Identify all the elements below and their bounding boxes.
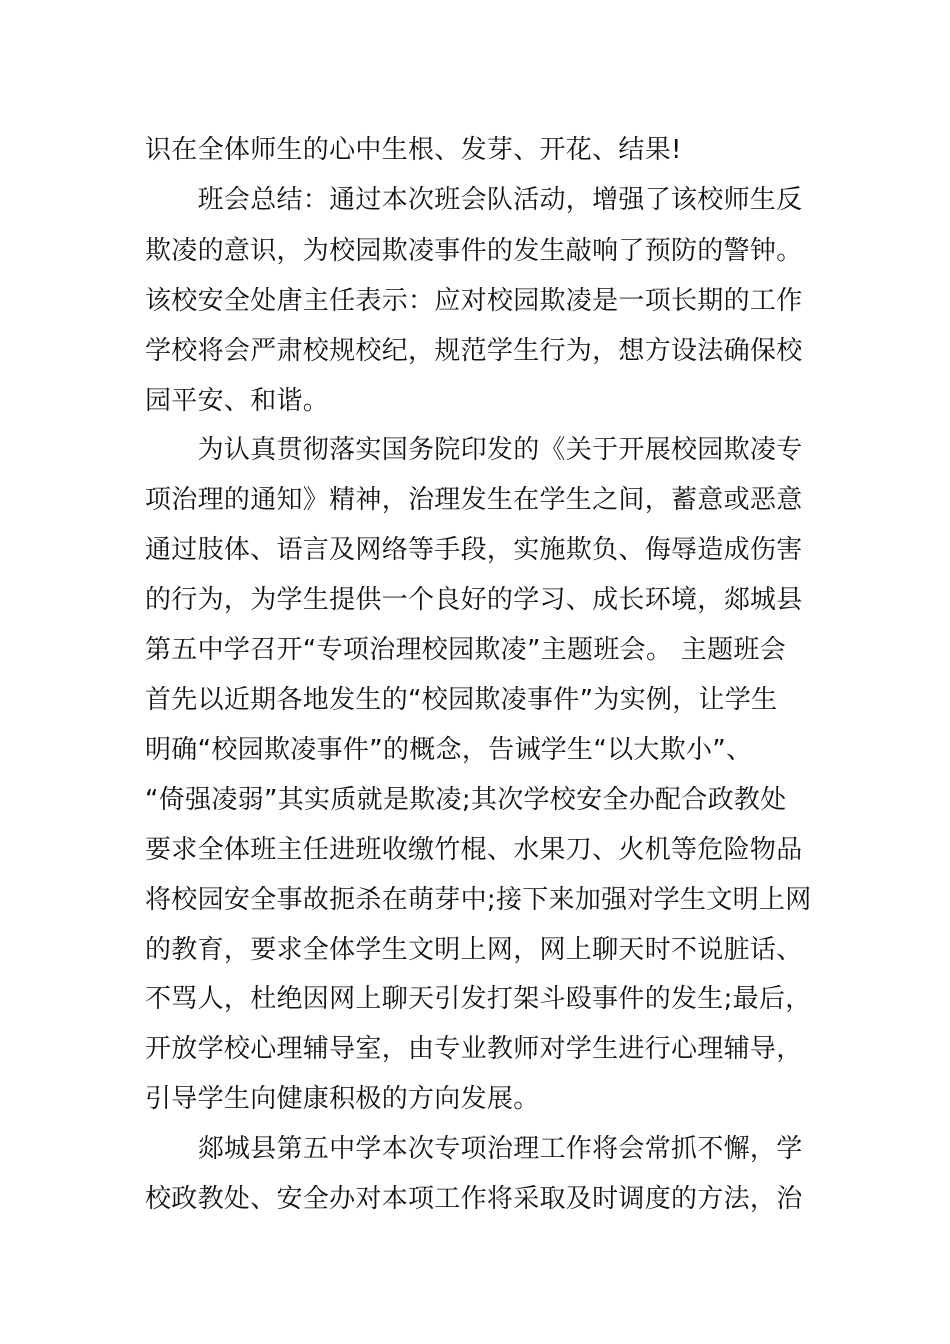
text-line: 校政教处、安全办对本项工作将采取及时调度的方法，治 <box>145 1184 803 1214</box>
text-line: 将校园安全事故扼杀在萌芽中;接下来加强对学生文明上网 <box>145 885 812 915</box>
text-line: 为认真贯彻落实国务院印发的《关于开展校园欺凌专 <box>145 435 803 465</box>
text-line: 郯城县第五中学本次专项治理工作将会常抓不懈，学 <box>145 1134 803 1164</box>
text-line: 开放学校心理辅导室，由专业教师对学生进行心理辅导， <box>145 1034 803 1064</box>
text-line: 要求全体班主任进班收缴竹棍、水果刀、火机等危险物品 <box>145 835 803 865</box>
text-line: 该校安全处唐主任表示：应对校园欺凌是一项长期的工作 <box>145 286 803 316</box>
text-line: 明确“校园欺凌事件”的概念，告诫学生“以大欺小”、 <box>145 735 753 765</box>
text-line: 第五中学召开“专项治理校园欺凌”主题班会。 主题班会 <box>145 635 787 665</box>
text-line: 首先以近期各地发生的“校园欺凌事件”为实例，让学生 <box>145 685 778 715</box>
text-line: 的行为，为学生提供一个良好的学习、成长环境，郯城县 <box>145 585 803 615</box>
text-line: 通过肢体、语言及网络等手段，实施欺负、侮辱造成伤害 <box>145 535 803 565</box>
text-line: 项治理的通知》精神，治理发生在学生之间，蓄意或恶意 <box>145 485 803 515</box>
text-line: 识在全体师生的心中生根、发芽、开花、结果! <box>145 135 682 165</box>
text-line: 园平安、和谐。 <box>145 386 330 416</box>
text-line: 引导学生向健康积极的方向发展。 <box>145 1084 540 1114</box>
text-line: 班会总结：通过本次班会队活动，增强了该校师生反 <box>145 185 803 215</box>
text-line: 的教育，要求全体学生文明上网，网上聊天时不说脏话、 <box>145 935 803 965</box>
text-line: 欺凌的意识，为校园欺凌事件的发生敲响了预防的警钟。 <box>145 236 803 266</box>
text-line: “倚强凌弱”其实质就是欺凌;其次学校安全办配合政教处 <box>145 785 787 815</box>
text-line: 学校将会严肃校规校纪，规范学生行为，想方设法确保校 <box>145 336 803 366</box>
text-line: 不骂人，杜绝因网上聊天引发打架斗殴事件的发生;最后， <box>145 984 812 1014</box>
